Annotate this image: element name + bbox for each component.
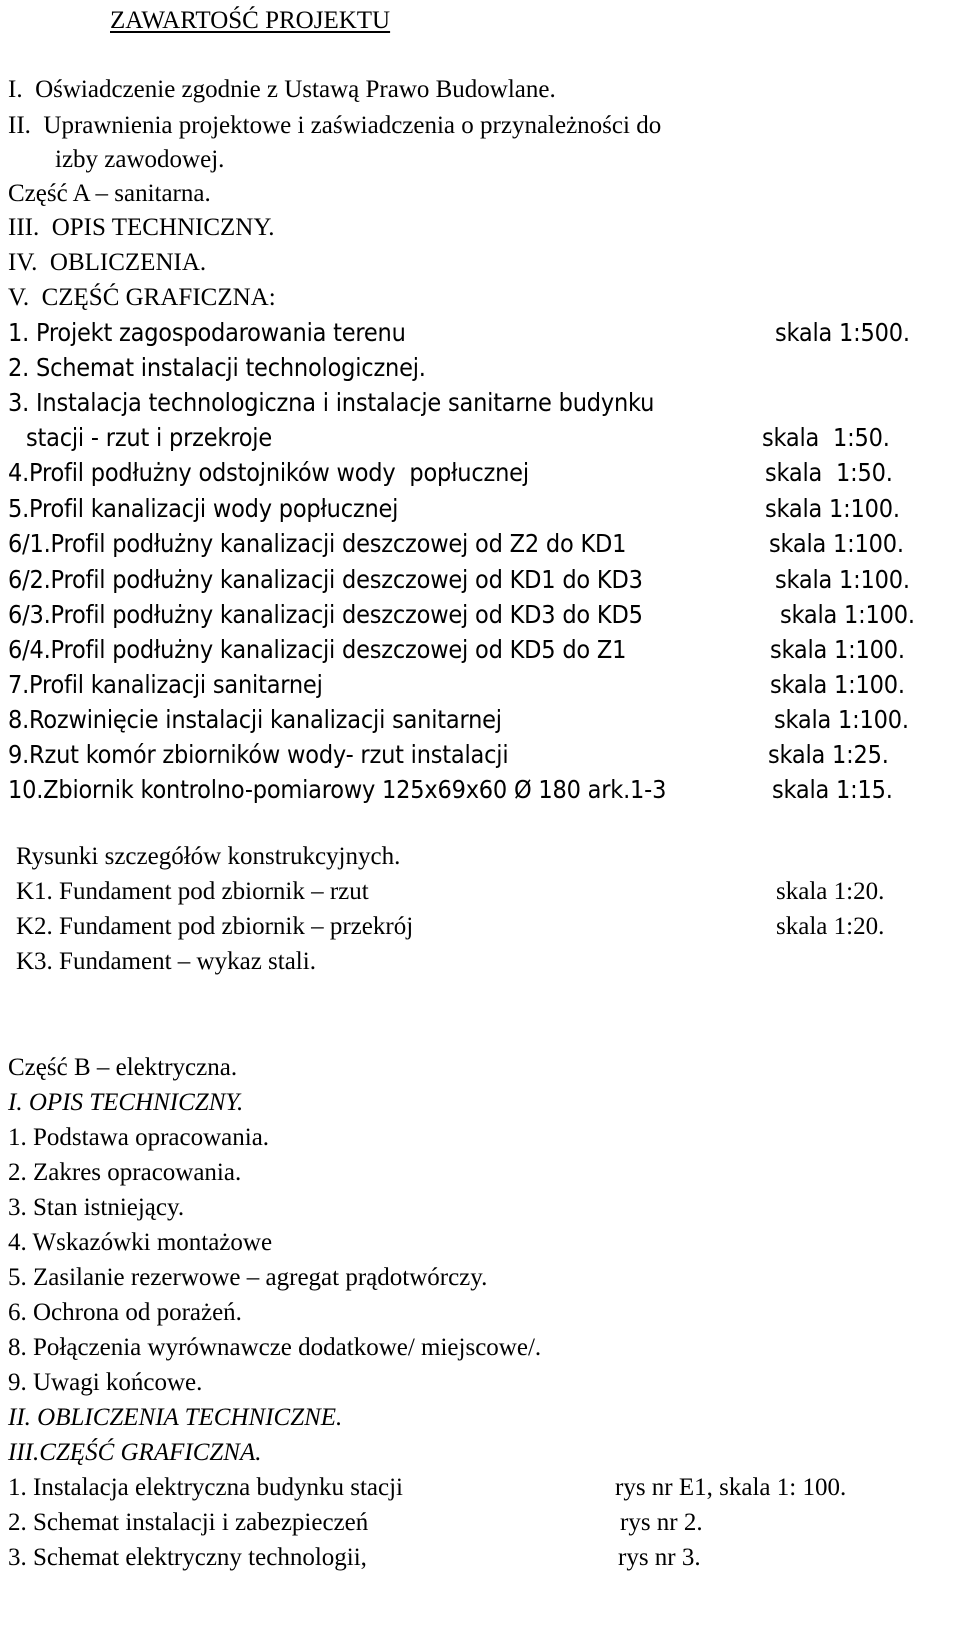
drawing-name: 8.Rozwinięcie instalacji kanalizacji sanitarnej [8,705,502,734]
list-item: 9. Uwagi końcowe. [8,1369,203,1396]
drawing-name: 2. Schemat instalacji technologicznej. [8,353,426,382]
drawing-name: 6/3.Profil podłużny kanalizacji deszczowej od KD3 do KD5 [8,600,643,629]
drawing-ref: rys nr 2. [620,1509,703,1536]
construction-scale: skala 1:20. [776,878,885,905]
drawing-name: 10.Zbiornik kontrolno-pomiarowy 125x69x60 Ø 180 ark.1-3 [8,775,667,804]
list-item: 4. Wskazówki montażowe [8,1229,273,1256]
drawing-scale: skala 1:50. [762,423,890,452]
list-item-permissions: II. Uprawnienia projektowe i zaświadczenia o przynależności do [8,112,662,139]
part-b-heading: Część B – elektryczna. [8,1054,238,1081]
list-item-permissions-cont: izby zawodowej. [55,146,225,173]
section-technical-description: III. OPIS TECHNICZNY. [8,214,275,241]
construction-item: K1. Fundament pod zbiornik – rzut [16,878,369,905]
drawing-name: stacji - rzut i przekroje [26,423,272,452]
section-technical-description-b: I. OPIS TECHNICZNY. [8,1089,244,1116]
drawing-scale: skala 1:100. [765,494,900,523]
list-item: 6. Ochrona od porażeń. [8,1299,242,1326]
list-item: 1. Podstawa opracowania. [8,1124,270,1151]
drawing-scale: skala 1:50. [765,458,893,487]
drawing-scale: skala 1:500. [775,318,910,347]
list-item: 8. Połączenia wyrównawcze dodatkowe/ miejscowe/. [8,1334,542,1361]
drawing-name: 3. Instalacja technologiczna i instalacje sanitarne budynku [8,388,655,417]
drawing-name: 1. Projekt zagospodarowania terenu [8,318,406,347]
drawing-ref: rys nr E1, skala 1: 100. [615,1474,847,1501]
drawing-scale: skala 1:25. [768,740,889,769]
drawing-name: 3. Schemat elektryczny technologii, [8,1544,367,1571]
construction-item: K2. Fundament pod zbiornik – przekrój [16,913,414,940]
drawing-scale: skala 1:100. [770,670,905,699]
drawing-scale: skala 1:100. [769,529,904,558]
construction-item: K3. Fundament – wykaz stali. [16,948,316,975]
drawing-scale: skala 1:100. [780,600,915,629]
drawing-name: 7.Profil kanalizacji sanitarnej [8,670,323,699]
drawing-scale: skala 1:15. [772,775,893,804]
drawing-scale: skala 1:100. [774,705,909,734]
construction-heading: Rysunki szczegółów konstrukcyjnych. [16,843,401,870]
list-item: 2. Zakres opracowania. [8,1159,242,1186]
list-item-statement: I. Oświadczenie zgodnie z Ustawą Prawo Budowlane. [8,76,556,103]
section-calculations-b: II. OBLICZENIA TECHNICZNE. [8,1404,343,1431]
section-calculations: IV. OBLICZENIA. [8,249,207,276]
drawing-name: 6/2.Profil podłużny kanalizacji deszczowej od KD1 do KD3 [8,565,643,594]
section-graphic-part-b: III.CZĘŚĆ GRAFICZNA. [8,1439,262,1466]
drawing-name: 1. Instalacja elektryczna budynku stacji [8,1474,403,1501]
list-item: 5. Zasilanie rezerwowe – agregat prądotwórczy. [8,1264,488,1291]
drawing-name: 4.Profil podłużny odstojników wody popłucznej [8,458,529,487]
drawing-name: 9.Rzut komór zbiorników wody- rzut instalacji [8,740,509,769]
drawing-name: 2. Schemat instalacji i zabezpieczeń [8,1509,369,1536]
drawing-scale: skala 1:100. [775,565,910,594]
drawing-ref: rys nr 3. [618,1544,701,1571]
drawing-name: 6/1.Profil podłużny kanalizacji deszczowej od Z2 do KD1 [8,529,627,558]
list-item: 3. Stan istniejący. [8,1194,185,1221]
section-graphic-part: V. CZĘŚĆ GRAFICZNA: [8,284,276,311]
document-title: ZAWARTOŚĆ PROJEKTU [110,7,391,34]
construction-scale: skala 1:20. [776,913,885,940]
drawing-name: 6/4.Profil podłużny kanalizacji deszczowej od KD5 do Z1 [8,635,627,664]
drawing-scale: skala 1:100. [770,635,905,664]
drawing-name: 5.Profil kanalizacji wody popłucznej [8,494,399,523]
part-a-heading: Część A – sanitarna. [8,180,211,207]
